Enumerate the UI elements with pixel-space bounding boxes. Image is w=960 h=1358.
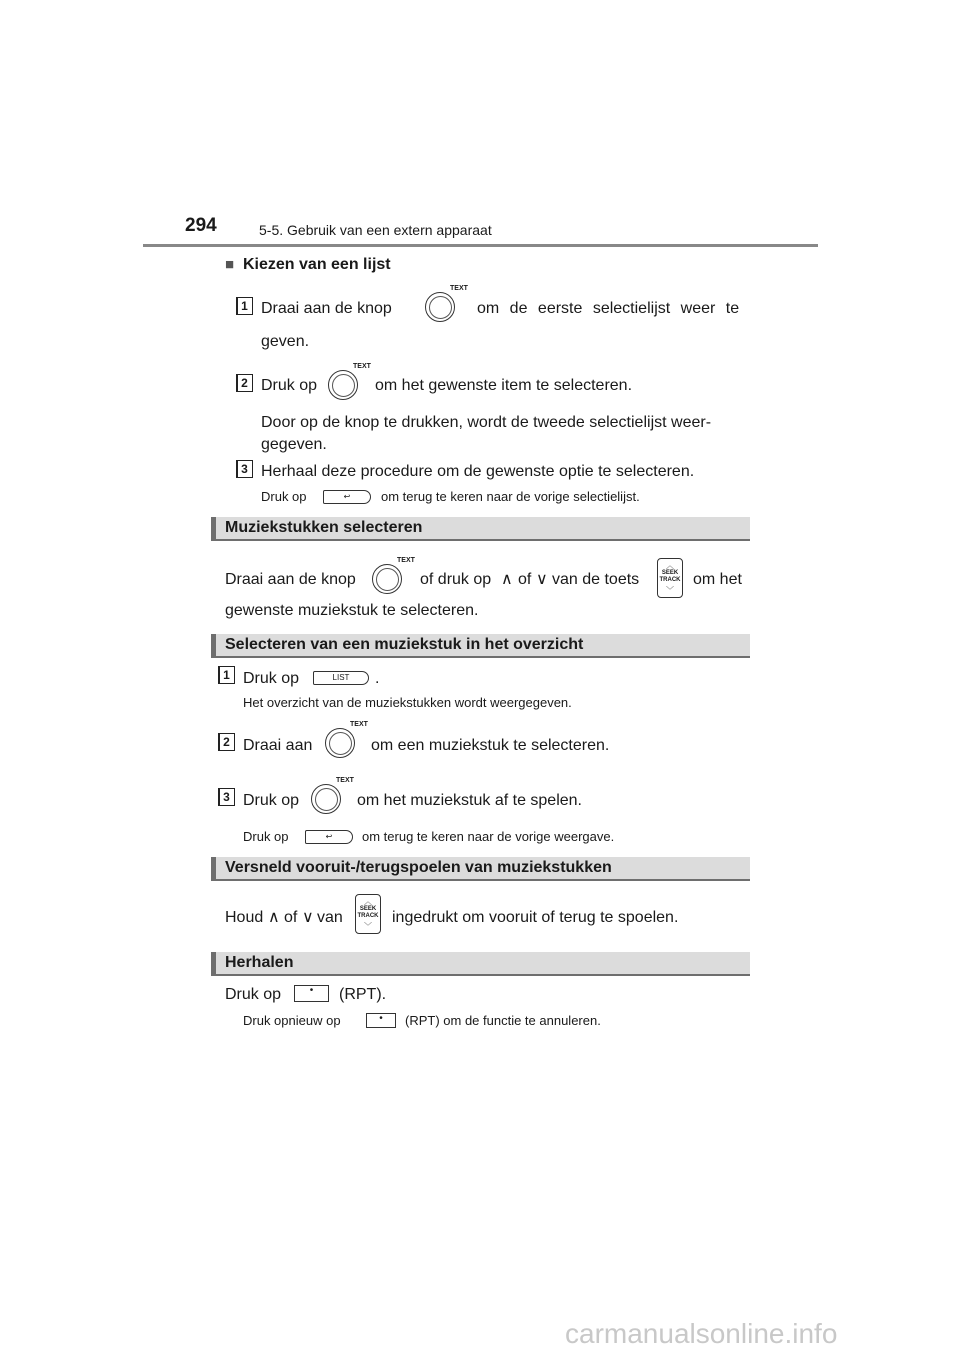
subsection-title: Kiezen van een lijst [243,256,391,273]
step-text: Herhaal deze procedure om de gewenste optie te selecteren. [261,463,695,480]
list-button-icon: LIST [313,671,369,685]
step-text: geven. [261,333,310,350]
up-symbol: ∧ [501,571,513,588]
step-note: Het overzicht van de muziekstukken wordt weergegeven. [243,695,572,710]
down-symbol: ∨ [302,909,314,926]
text-knob-icon: TEXT [425,292,455,322]
back-button-icon: ↩ [323,490,371,504]
back-note-text: Druk op [261,489,307,504]
section-heading-bar: Herhalen [211,952,750,976]
note-text: Druk opnieuw op [243,1013,341,1028]
text-knob-icon: TEXT [372,564,402,594]
page-number: 294 [185,215,217,236]
back-button-icon: ↩ [305,830,353,844]
step-text: . [375,670,380,687]
section-title: 5-5. Gebruik van een extern apparaat [259,222,492,238]
header-rule [143,244,818,247]
up-symbol: ∧ [268,909,280,926]
body-text: Houd [225,909,264,926]
body-text: van de toets [552,571,640,588]
watermark: carmanualsonline.info [565,1318,838,1349]
seek-track-button-icon: ︿ SEEK TRACK ﹀ [657,558,683,598]
step-number: 2 [236,374,253,392]
body-text: ingedrukt om vooruit of terug te spoelen. [392,909,679,926]
step-text: Druk op [243,792,300,809]
step-number: 3 [218,788,235,806]
back-note-text: Druk op [243,829,289,844]
body-text: (RPT). [339,986,387,1003]
bullet-square-icon: ■ [225,256,235,273]
text-knob-icon: TEXT [325,728,355,758]
section-heading-bar: Versneld vooruit-/terugspoelen van muziekstukken [211,857,750,881]
step-number: 1 [236,297,253,315]
down-symbol: ∨ [536,571,548,588]
body-text: gewenste muziekstuk te selecteren. [225,602,479,619]
step-text: Draai aan de knop [261,300,392,317]
step-number: 3 [236,460,253,478]
step-note: Door op de knop te drukken, wordt de tweede selectielijst weer- [261,414,712,431]
note-text: (RPT) om de functie te annuleren. [405,1013,601,1028]
step-text: om de eerste selectielijst weer te [477,300,740,317]
body-text: om het [693,571,742,588]
step-text: om het muziekstuk af te spelen. [357,792,582,809]
step-text: Druk op [261,377,318,394]
body-text: Druk op [225,986,282,1003]
body-text: of druk op [420,571,492,588]
body-text: Draai aan de knop [225,571,356,588]
step-text: Draai aan [243,737,313,754]
back-note-text: om terug te keren naar de vorige selectielijst. [381,489,640,504]
text-knob-icon: TEXT [328,370,358,400]
back-note-text: om terug te keren naar de vorige weergave. [362,829,615,844]
text-knob-icon: TEXT [311,784,341,814]
seek-track-button-icon: ︿ SEEK TRACK ﹀ [355,894,381,934]
step-number: 1 [218,666,235,684]
step-text: om een muziekstuk te selecteren. [371,737,610,754]
rpt-button-icon: • [294,985,329,1002]
rpt-button-icon: • [366,1013,396,1028]
step-number: 2 [218,733,235,751]
section-heading-bar: Muziekstukken selecteren [211,517,750,541]
body-text: van [317,909,343,926]
step-text: Druk op [243,670,300,687]
section-heading-bar: Selecteren van een muziekstuk in het overzicht [211,634,750,658]
step-note: gegeven. [261,436,327,453]
body-text: of [518,571,532,588]
step-text: om het gewenste item te selecteren. [375,377,633,394]
body-text: of [284,909,298,926]
